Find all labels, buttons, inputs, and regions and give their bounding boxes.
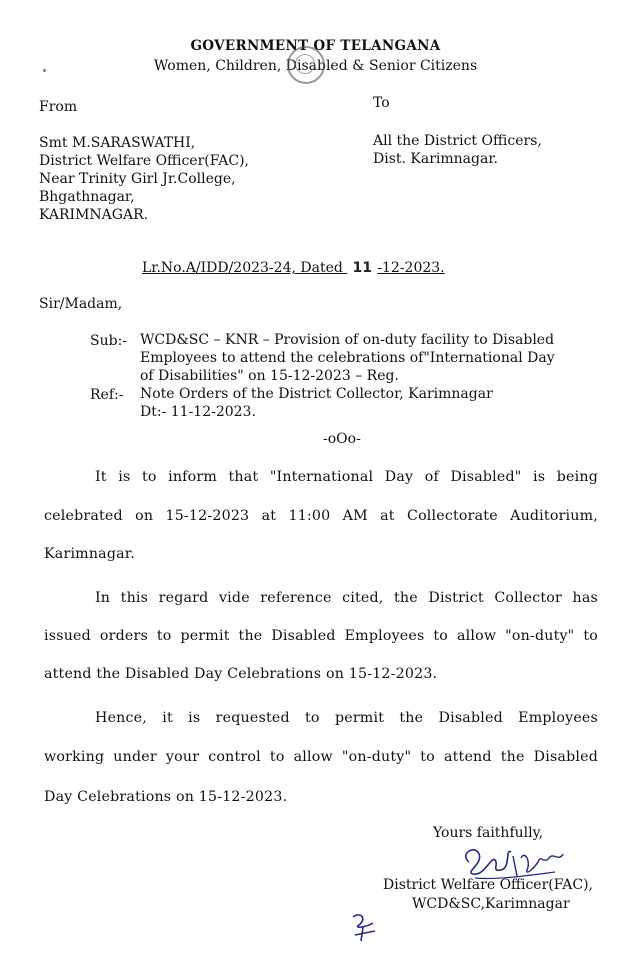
separator: -oOo- bbox=[323, 431, 361, 447]
from-line: Smt M.SARASWATHI, bbox=[39, 135, 196, 151]
reference-label: Ref:- bbox=[90, 387, 124, 403]
to-line: All the District Officers, bbox=[373, 133, 542, 149]
paragraph-line: Karimnagar. bbox=[44, 546, 135, 562]
paragraph-line: attend the Disabled Day Celebrations on 15-12-2023. bbox=[44, 666, 438, 682]
speck bbox=[43, 69, 46, 72]
from-label: From bbox=[39, 99, 78, 115]
paragraph-line: In this regard vide reference cited, the District Collector has bbox=[95, 590, 598, 606]
salutation: Sir/Madam, bbox=[39, 296, 123, 312]
subject-line: WCD&SC – KNR – Provision of on-duty facility to Disabled bbox=[140, 332, 555, 348]
initials-mark bbox=[345, 905, 385, 945]
paragraph-line: It is to inform that "International Day of Disabled" is being bbox=[95, 469, 598, 485]
from-line: KARIMNAGAR. bbox=[39, 207, 149, 223]
signatory-designation: District Welfare Officer(FAC), bbox=[383, 877, 593, 893]
paragraph-line: issued orders to permit the Disabled Employees to allow "on-duty" to bbox=[44, 628, 598, 644]
paragraph-line: celebrated on 15-12-2023 at 11:00 AM at Collectorate Auditorium, bbox=[44, 508, 598, 524]
subject-line: Employees to attend the celebrations of"International Day bbox=[140, 350, 555, 366]
paragraph-line: working under your control to allow "on-duty" to attend the Disabled bbox=[44, 749, 598, 765]
paragraph-line: Hence, it is requested to permit the Disabled Employees bbox=[95, 710, 598, 726]
yours-faithfully: Yours faithfully, bbox=[433, 825, 544, 841]
department-heading: Women, Children, Disabled & Senior Citizens bbox=[153, 58, 478, 74]
letter-reference bbox=[142, 260, 445, 276]
letter-ref-day: 11 bbox=[352, 260, 373, 276]
signatory-office: WCD&SC,Karimnagar bbox=[412, 896, 570, 912]
from-line: District Welfare Officer(FAC), bbox=[39, 153, 249, 169]
to-label: To bbox=[373, 95, 390, 111]
subject-label: Sub:- bbox=[90, 333, 128, 349]
from-line: Near Trinity Girl Jr.College, bbox=[39, 171, 236, 187]
to-line: Dist. Karimnagar. bbox=[373, 151, 498, 167]
from-line: Bhgathnagar, bbox=[39, 189, 135, 205]
seal-emblem-icon bbox=[287, 46, 325, 84]
subject-line: of Disabilities" on 15-12-2023 – Reg. bbox=[140, 368, 399, 384]
government-heading: GOVERNMENT OF TELANGANA bbox=[190, 38, 441, 54]
letter-ref-suffix: -12-2023. bbox=[377, 260, 445, 276]
paragraph-line: Day Celebrations on 15-12-2023. bbox=[44, 789, 288, 805]
reference-line: Dt:- 11-12-2023. bbox=[140, 404, 256, 420]
reference-line: Note Orders of the District Collector, Karimnagar bbox=[140, 386, 493, 402]
letter-ref-prefix: Lr.No.A/IDD/2023-24, Dated bbox=[142, 260, 343, 276]
